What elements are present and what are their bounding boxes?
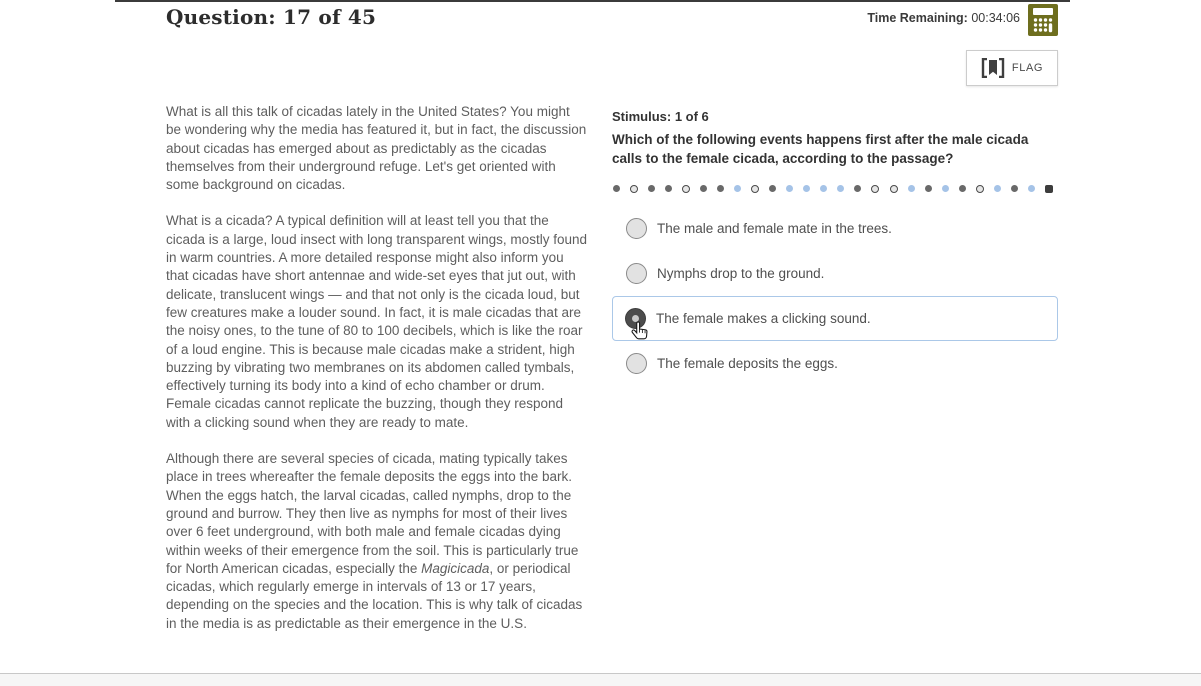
question-panel (612, 109, 1058, 386)
passage (166, 103, 587, 651)
answer-options (612, 206, 1058, 386)
answer-option-4[interactable] (612, 341, 1058, 386)
question-counter: Question: 17 of 45 (166, 5, 377, 29)
progress-dot-3[interactable] (648, 185, 655, 192)
progress-dot-18[interactable] (908, 185, 915, 192)
flag-bookmark-icon (981, 58, 1005, 78)
flag-button[interactable] (966, 50, 1058, 86)
progress-dot-2[interactable] (630, 185, 638, 193)
passage-paragraph-1: What is all this talk of cicadas lately in the United States? You might be wondering why the media has featured it, but in fact, the discussion about cicadas has emerged about as predictably as the cicadas themselves from their underground refuge. Let's get oriented with some background on cicadas. (166, 104, 587, 193)
progress-dot-15[interactable] (854, 185, 861, 192)
progress-dot-5[interactable] (682, 185, 690, 193)
progress-dot-22[interactable] (976, 185, 984, 193)
progress-dot-10[interactable] (769, 185, 776, 192)
time-remaining-label: Time Remaining: (867, 11, 968, 25)
progress-dot-13[interactable] (820, 185, 827, 192)
answer-option-2[interactable] (612, 251, 1058, 296)
progress-dot-7[interactable] (717, 185, 724, 192)
progress-dot-19[interactable] (925, 185, 932, 192)
passage-paragraph-3 (166, 450, 587, 633)
question-text: Which of the following events happens first after the male cicada calls to the female cicada, according to the passage? (612, 132, 1029, 166)
progress-dot-21[interactable] (959, 185, 966, 192)
progress-dot-8[interactable] (734, 185, 741, 192)
answer-radio-2[interactable] (626, 263, 647, 284)
answer-option-label: The female makes a clicking sound. (656, 311, 871, 326)
flag-button-label: FLAG (1011, 62, 1044, 74)
answer-option-1[interactable] (612, 206, 1058, 251)
answer-radio-1[interactable] (626, 218, 647, 239)
progress-dot-9[interactable] (751, 185, 759, 193)
progress-dot-16[interactable] (871, 185, 879, 193)
time-remaining-value: 00:34:06 (971, 11, 1020, 25)
answer-radio-4[interactable] (626, 353, 647, 374)
progress-dot-26[interactable] (1045, 185, 1053, 193)
question-progress-dots (612, 184, 1054, 193)
passage-text: Although there are several species of cicada, mating typically takes place in trees whereafter the female deposits the eggs into the bark. When the eggs hatch, the larval cicadas, called nymphs, drop to the ground and burrow. They then live as nymphs for most of their lives over 6 feet underground, with both male and female cicadas dying within weeks of their emergence from the soil. This is particularly true for North American cicadas, especially the (166, 451, 579, 576)
progress-dot-23[interactable] (994, 185, 1001, 192)
progress-dot-1[interactable] (613, 185, 620, 192)
progress-dot-6[interactable] (700, 185, 707, 192)
progress-dot-17[interactable] (890, 185, 898, 193)
passage-text: , or periodical cicadas, which regularly emerge in intervals of 13 or 17 years, depending on the species and the location. This is why talk of cicadas in the media is as predictable as their emergence in the U.S. (166, 560, 583, 631)
top-border (115, 0, 1070, 2)
progress-dot-12[interactable] (803, 185, 810, 192)
calculator-icon (1028, 4, 1058, 36)
calculator-button[interactable] (1028, 4, 1058, 36)
progress-dot-20[interactable] (942, 185, 949, 192)
passage-paragraph-2: What is a cicada? A typical definition will at least tell you that the cicada is a large, loud insect with long transparent wings, mostly found in warm countries. A more detailed response might also inform you that cicadas have short antennae and wide-set eyes that jut out, with delicate, translucent wings — and that not only is the cicada loud, but few creatures make a louder sound. In fact, it is male cicadas that are the noisy ones, to the tune of 80 to 100 decibels, which is like the roar of a loud engine. This is because male cicadas make a strident, high buzzing by vibrating two membranes on its abdomen called tymbals, effectively turning its body into a kind of echo chamber or drum. Female cicadas cannot replicate the buzzing, though they respond with a clicking sound when they are ready to mate. (166, 213, 587, 430)
progress-dot-14[interactable] (837, 185, 844, 192)
progress-dot-4[interactable] (665, 185, 672, 192)
stimulus-counter: Stimulus: 1 of 6 (612, 109, 709, 124)
progress-dot-25[interactable] (1028, 185, 1035, 192)
answer-option-3[interactable] (612, 296, 1058, 341)
passage-italic-term: Magicicada (421, 560, 490, 576)
progress-dot-24[interactable] (1011, 185, 1018, 192)
answer-radio-3[interactable] (625, 308, 646, 329)
progress-dot-11[interactable] (786, 185, 793, 192)
footer-bar (0, 673, 1201, 686)
answer-option-label: The female deposits the eggs. (657, 356, 838, 371)
answer-option-label: The male and female mate in the trees. (657, 221, 892, 236)
time-remaining (867, 11, 1020, 25)
answer-option-label: Nymphs drop to the ground. (657, 266, 825, 281)
